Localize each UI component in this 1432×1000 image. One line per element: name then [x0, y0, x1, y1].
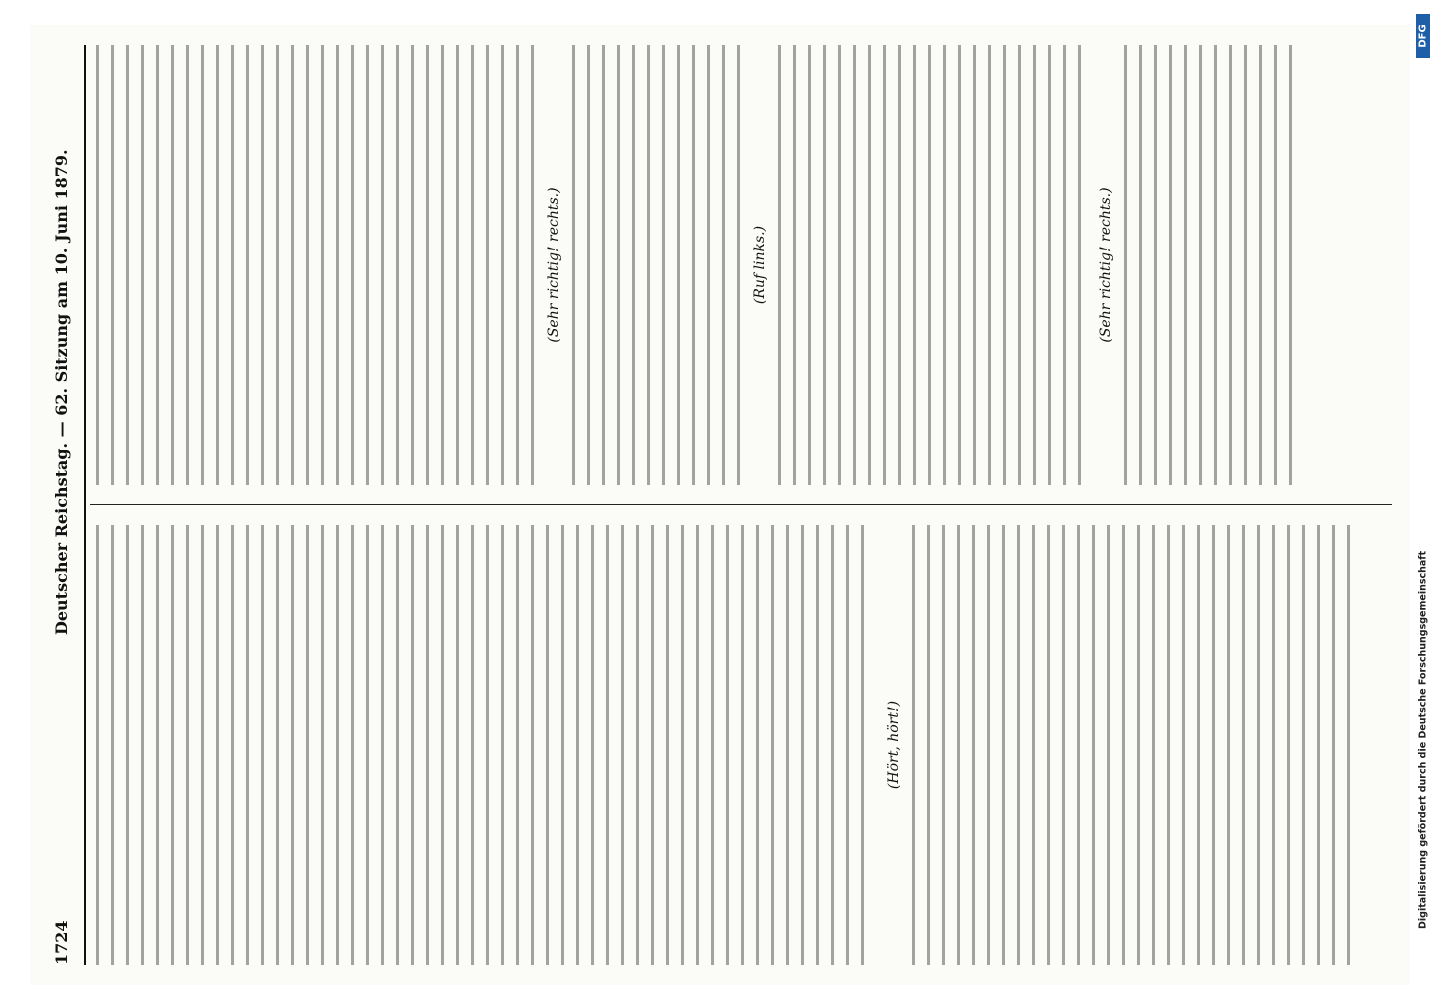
- interjection: (Sehr richtig! rechts.): [546, 187, 562, 343]
- body-text-block: [1124, 45, 1304, 485]
- dfg-logo: DFG: [1416, 14, 1430, 58]
- page-number: 1724: [52, 920, 71, 965]
- interjection: (Ruf links.): [752, 225, 768, 305]
- running-title: Deutscher Reichstag. — 62. Sitzung am 10. Juni 1879.: [52, 149, 71, 635]
- interjection: (Hört, hört!): [886, 700, 902, 790]
- body-text-block: [572, 45, 742, 485]
- header-rule: [84, 45, 86, 965]
- body-text-block: [778, 45, 1088, 485]
- digitization-credit: Digitalisierung gefördert durch die Deutsche Forschungsgemeinschaft: [1417, 551, 1429, 929]
- body-text-block: [96, 45, 536, 485]
- interjection: (Sehr richtig! rechts.): [1098, 187, 1114, 343]
- text-column-left: [96, 525, 1392, 965]
- page-header: [52, 45, 78, 965]
- text-column-right: [96, 45, 1392, 485]
- document-page: [30, 25, 1410, 985]
- body-text-block: [912, 525, 1352, 965]
- body-text-block: [96, 525, 876, 965]
- column-divider: [90, 504, 1392, 505]
